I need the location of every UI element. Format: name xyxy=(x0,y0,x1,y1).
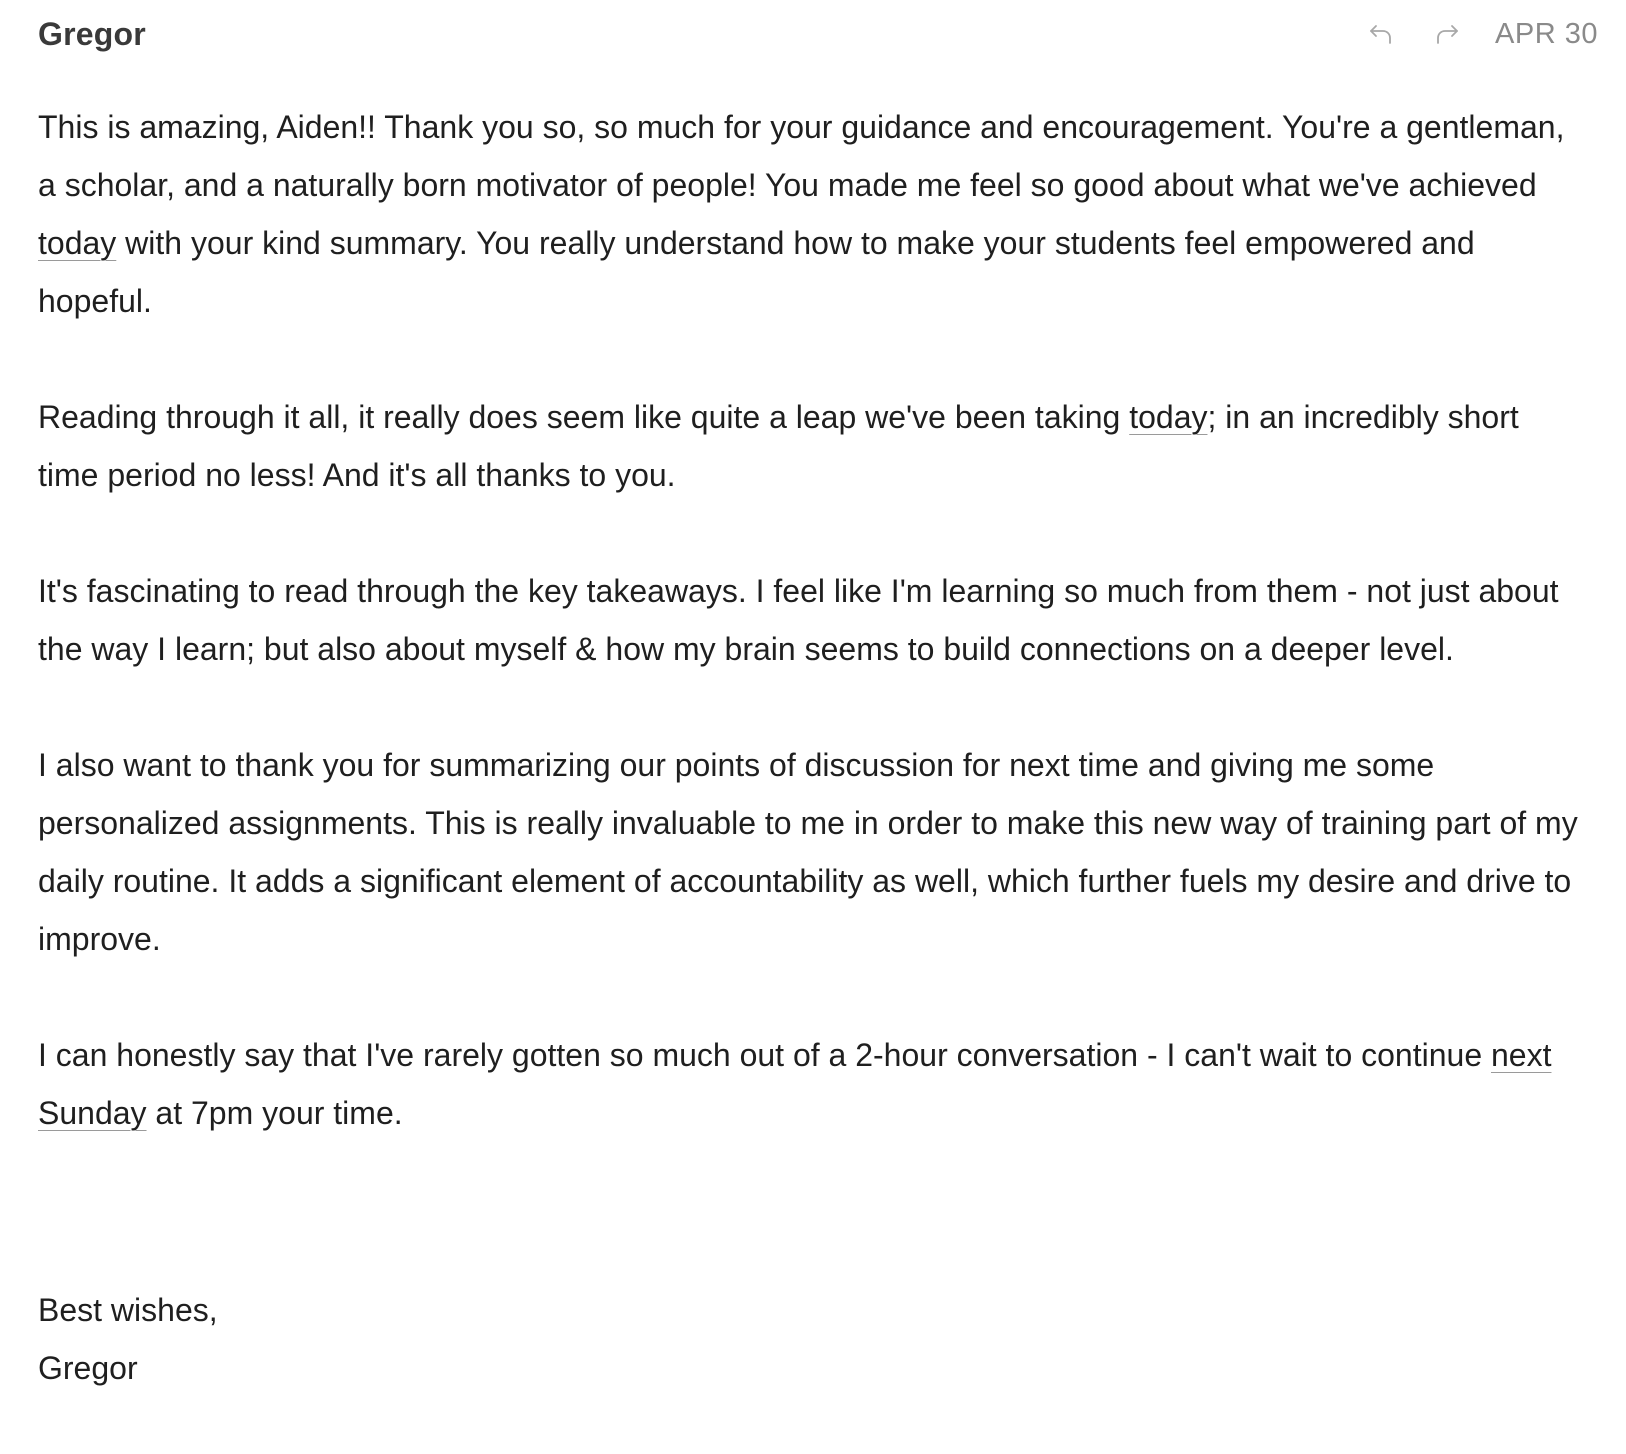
body-paragraph-4: I also want to thank you for summarizing our points of discussion for next time and giving me some personalized assignments. This is really invaluable to me in order to make this new way of training part of my daily routine. It adds a significant element of accountability as well, which further fuels my desire and drive to improve. xyxy=(38,747,1578,957)
body-paragraph-3: It's fascinating to read through the key takeaways. I feel like I'm learning so much from them - not just about the way I learn; but also about myself & how my brain seems to build connections on a deeper level. xyxy=(38,573,1559,667)
sender-name[interactable]: Gregor xyxy=(38,15,146,52)
signoff-name: Gregor xyxy=(38,1350,138,1386)
message-header xyxy=(38,10,1598,58)
header-actions xyxy=(1359,12,1598,56)
body-paragraph-2 xyxy=(38,388,1586,504)
paragraph-text: I can honestly say that I've rarely gotten so much out of a 2-hour conversation - I can't wait to continue xyxy=(38,1037,1491,1073)
message-date: APR 30 xyxy=(1495,17,1598,50)
paragraph-text: This is amazing, Aiden!! Thank you so, so much for your guidance and encouragement. You're a gentleman, a scholar, and a naturally born motivator of people! You made me feel so good about what we've achieved xyxy=(38,109,1565,203)
reply-button[interactable] xyxy=(1359,12,1403,56)
date-link-today[interactable]: today xyxy=(38,225,117,261)
signoff-closing: Best wishes, xyxy=(38,1292,218,1328)
paragraph-text: at 7pm your time. xyxy=(146,1095,403,1131)
paragraph-text: ; in an incredibly short time period no less! And it's all thanks to you. xyxy=(38,399,1519,493)
forward-icon xyxy=(1432,19,1462,49)
reply-icon xyxy=(1366,19,1396,49)
body-paragraph-1 xyxy=(38,98,1586,330)
paragraph-text: Reading through it all, it really does seem like quite a leap we've been taking xyxy=(38,399,1130,435)
date-link-next-sunday[interactable]: next Sunday xyxy=(38,1037,1552,1131)
message-body xyxy=(38,98,1586,1142)
date-link-today[interactable]: today xyxy=(1129,399,1208,435)
signature xyxy=(38,1281,218,1397)
forward-button[interactable] xyxy=(1425,12,1469,56)
body-paragraph-5 xyxy=(38,1026,1586,1142)
paragraph-text: with your kind summary. You really understand how to make your students feel empowered and hopeful. xyxy=(38,225,1475,319)
